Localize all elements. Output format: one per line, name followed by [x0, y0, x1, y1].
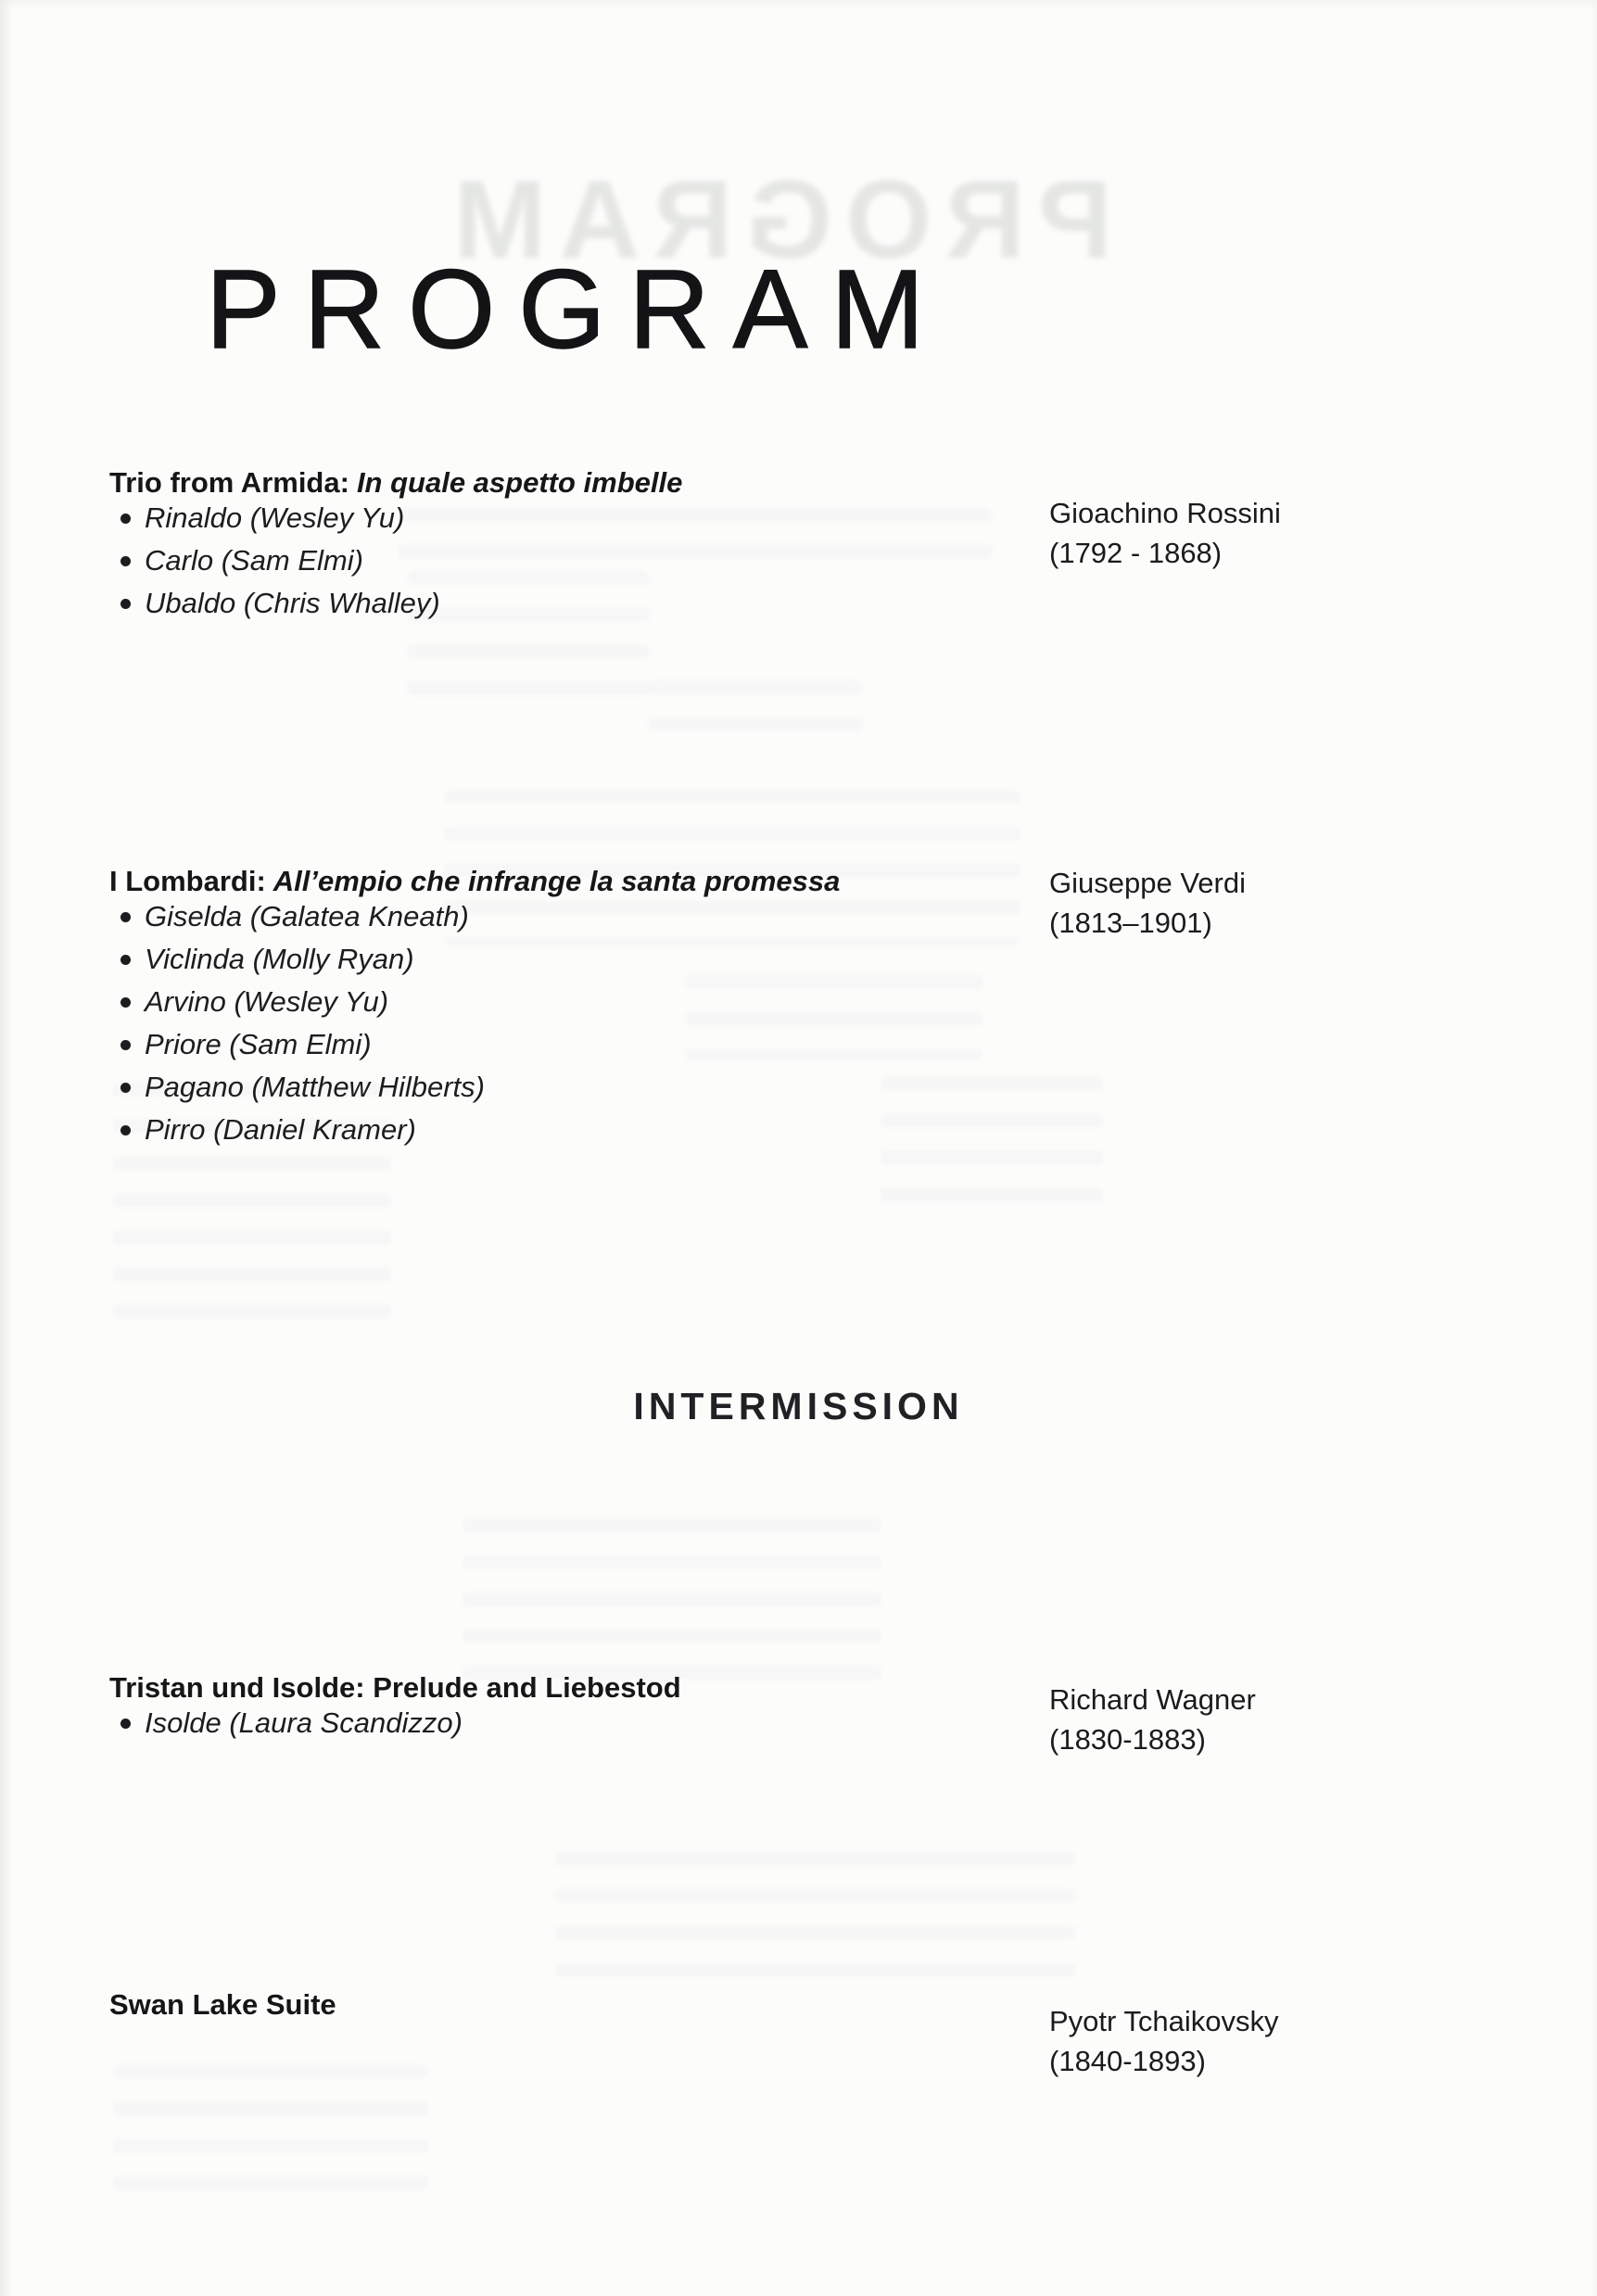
piece-title-movement: All’empio che infrange la santa promessa	[273, 865, 841, 897]
cast-item-label: Pagano (Matthew Hilberts)	[145, 1071, 485, 1103]
cast-item	[109, 942, 840, 977]
cast-item-label: Priore (Sam Elmi)	[145, 1028, 372, 1060]
cast-item-label: Giselda (Galatea Kneath)	[145, 900, 469, 932]
cast-item-label: Rinaldo (Wesley Yu)	[145, 501, 405, 534]
cast-item	[109, 586, 682, 621]
bullet-icon	[120, 556, 131, 566]
piece-title	[109, 465, 682, 501]
composer-name: Richard Wagner	[1049, 1683, 1256, 1716]
composer-block	[1049, 1680, 1256, 1759]
composer-dates: (1813–1901)	[1049, 907, 1212, 939]
cast-item-label: Arvino (Wesley Yu)	[145, 985, 389, 1018]
piece-title	[109, 1670, 681, 1706]
cast-item	[109, 1027, 840, 1062]
section-tristan-und-isolde	[109, 1670, 681, 1748]
bleed-through-smudge	[113, 2065, 428, 2191]
intermission-heading: INTERMISSION	[633, 1385, 964, 1427]
cast-item	[109, 1070, 840, 1105]
composer-name: Gioachino Rossini	[1049, 497, 1281, 529]
bullet-icon	[120, 599, 131, 609]
bullet-icon	[120, 912, 131, 922]
cast-item-label: Isolde (Laura Scandizzo)	[145, 1706, 463, 1739]
cast-item	[109, 1112, 840, 1148]
piece-title-work: Swan Lake Suite	[109, 1988, 336, 2021]
cast-item	[109, 984, 840, 1020]
bullet-icon	[120, 997, 131, 1008]
composer-dates: (1840-1893)	[1049, 2045, 1206, 2077]
cast-item-label: Ubaldo (Chris Whalley)	[145, 587, 440, 619]
piece-title	[109, 864, 840, 899]
bullet-icon	[120, 1040, 131, 1050]
composer-dates: (1830-1883)	[1049, 1723, 1206, 1756]
piece-title-movement: In quale aspetto imbelle	[356, 466, 683, 499]
cast-item	[109, 543, 682, 578]
cast-list	[109, 1706, 681, 1741]
cast-item	[109, 501, 682, 536]
bleed-through-smudge	[649, 680, 862, 738]
piece-title	[109, 1987, 336, 2023]
cast-item	[109, 899, 840, 934]
section-i-lombardi	[109, 864, 840, 1155]
piece-title-work: Tristan und Isolde: Prelude and Liebestod	[109, 1671, 681, 1704]
cast-item-label: Pirro (Daniel Kramer)	[145, 1113, 416, 1146]
piece-title-work: I Lombardi:	[109, 865, 266, 897]
bleed-through-title: PROGRAM	[440, 158, 1112, 282]
composer-dates: (1792 - 1868)	[1049, 537, 1223, 569]
cast-item-label: Carlo (Sam Elmi)	[145, 544, 363, 577]
bleed-through-smudge	[881, 1077, 1103, 1216]
cast-list	[109, 899, 840, 1148]
piece-title-work: Trio from Armida:	[109, 466, 349, 499]
composer-block	[1049, 2001, 1279, 2081]
section-armida	[109, 465, 682, 628]
composer-name: Pyotr Tchaikovsky	[1049, 2005, 1279, 2037]
bullet-icon	[120, 1083, 131, 1093]
bullet-icon	[120, 1125, 131, 1135]
section-swan-lake-suite	[109, 1987, 336, 2023]
bleed-through-smudge	[556, 1852, 1075, 1980]
cast-item	[109, 1706, 681, 1741]
cast-item-label: Viclinda (Molly Ryan)	[145, 943, 414, 975]
bullet-icon	[120, 514, 131, 524]
composer-name: Giuseppe Verdi	[1049, 867, 1246, 899]
composer-block	[1049, 863, 1246, 943]
page-title: PROGRAM	[206, 246, 948, 373]
composer-block	[1049, 493, 1281, 573]
bullet-icon	[120, 1719, 131, 1729]
cast-list	[109, 501, 682, 621]
bleed-through-smudge	[463, 1518, 881, 1691]
bullet-icon	[120, 955, 131, 965]
